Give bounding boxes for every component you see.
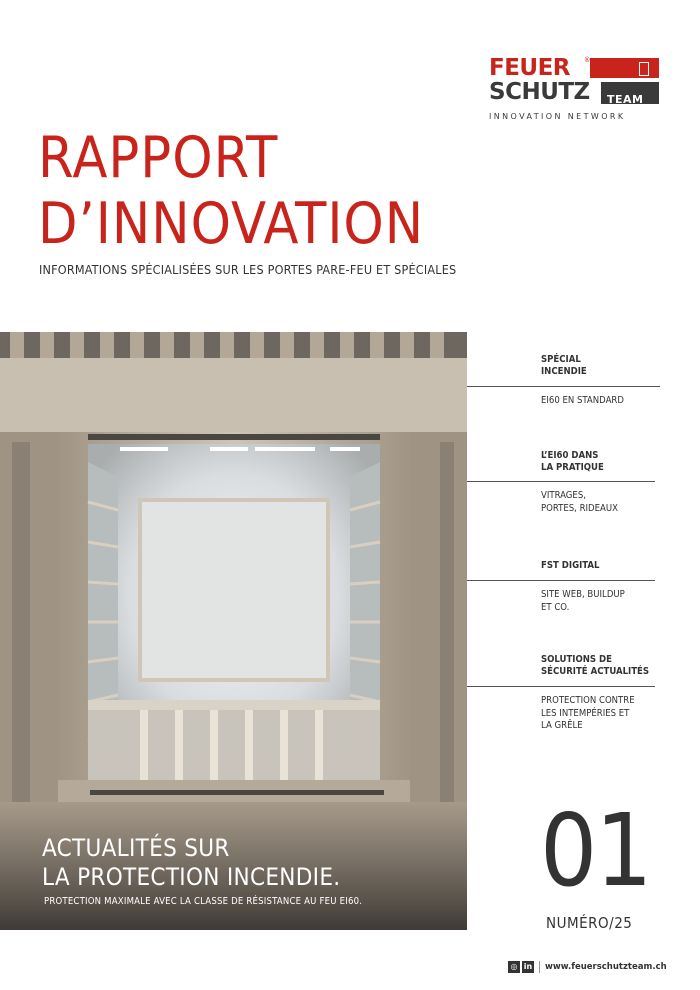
logo-word-schutz: SCHUTZ — [489, 79, 590, 105]
section-1-body — [541, 395, 624, 408]
issue-number: 01 — [540, 792, 651, 909]
linkedin-icon[interactable]: in — [523, 962, 533, 971]
section-3-divider — [467, 580, 655, 581]
footer-separator — [539, 961, 540, 973]
cover-subheadline: PROTECTION MAXIMALE AVEC LA CLASSE DE RÉSISTANCE AU FEU EI60. — [44, 896, 363, 907]
section-4-body — [541, 695, 635, 733]
section-1-body-line1: EI60 EN STANDARD — [541, 395, 624, 406]
section-2-divider — [467, 481, 655, 482]
section-4-body-line2: LES INTEMPÉRIES ET — [541, 707, 630, 719]
issue-label: NUMÉRO/25 — [546, 914, 633, 932]
section-3-body-line2: ET CO. — [541, 601, 570, 613]
section-3-heading — [541, 560, 599, 572]
cover-headline — [42, 834, 340, 892]
section-3-body-line1: SITE WEB, BUILDUP — [541, 589, 625, 600]
section-2-body-line1: VITRAGES, — [541, 490, 586, 501]
section-1-heading — [541, 354, 587, 378]
section-1-heading-line1: SPÉCIAL — [541, 354, 581, 365]
cover-headline-line1: ACTUALITÉS SUR — [42, 834, 230, 862]
section-4-divider — [467, 686, 655, 687]
section-1-heading-line2: INCENDIE — [541, 366, 587, 377]
page-subtitle: INFORMATIONS SPÉCIALISÉES SUR LES PORTES PARE-FEU ET SPÉCIALES — [39, 262, 457, 277]
section-4-heading-line1: SOLUTIONS DE — [541, 654, 612, 665]
page-title-line1: RAPPORT — [38, 125, 279, 191]
instagram-icon[interactable]: ◎ — [508, 961, 520, 973]
door-icon — [639, 62, 649, 76]
section-4-body-line3: LA GRÊLE — [541, 720, 583, 731]
website-link[interactable]: www.feuerschutzteam.ch — [545, 962, 667, 972]
section-4-heading-line2: SÉCURITÉ ACTUALITÉS — [541, 666, 650, 677]
section-2-heading — [541, 450, 604, 474]
section-2-heading-line1: L’EI60 DANS — [541, 450, 599, 461]
logo-registered-mark: ® — [584, 56, 591, 64]
section-1-divider — [467, 386, 660, 387]
section-4-heading — [541, 654, 649, 678]
section-2-body — [541, 490, 618, 515]
section-2-heading-line2: LA PRATIQUE — [541, 462, 604, 473]
logo-word-feuer: FEUER — [489, 55, 571, 81]
cover-headline-line2: LA PROTECTION INCENDIE. — [42, 863, 341, 891]
logo-word-team: TEAM — [607, 93, 644, 106]
section-3-heading-line1: FST DIGITAL — [541, 560, 600, 571]
logo-tagline: INNOVATION NETWORK — [489, 112, 626, 121]
page-title-line2: D’INNOVATION — [38, 191, 425, 257]
section-4-body-line1: PROTECTION CONTRE — [541, 695, 635, 706]
section-2-body-line2: PORTES, RIDEAUX — [541, 502, 618, 514]
brand-logo — [489, 56, 661, 124]
section-3-body — [541, 589, 625, 614]
